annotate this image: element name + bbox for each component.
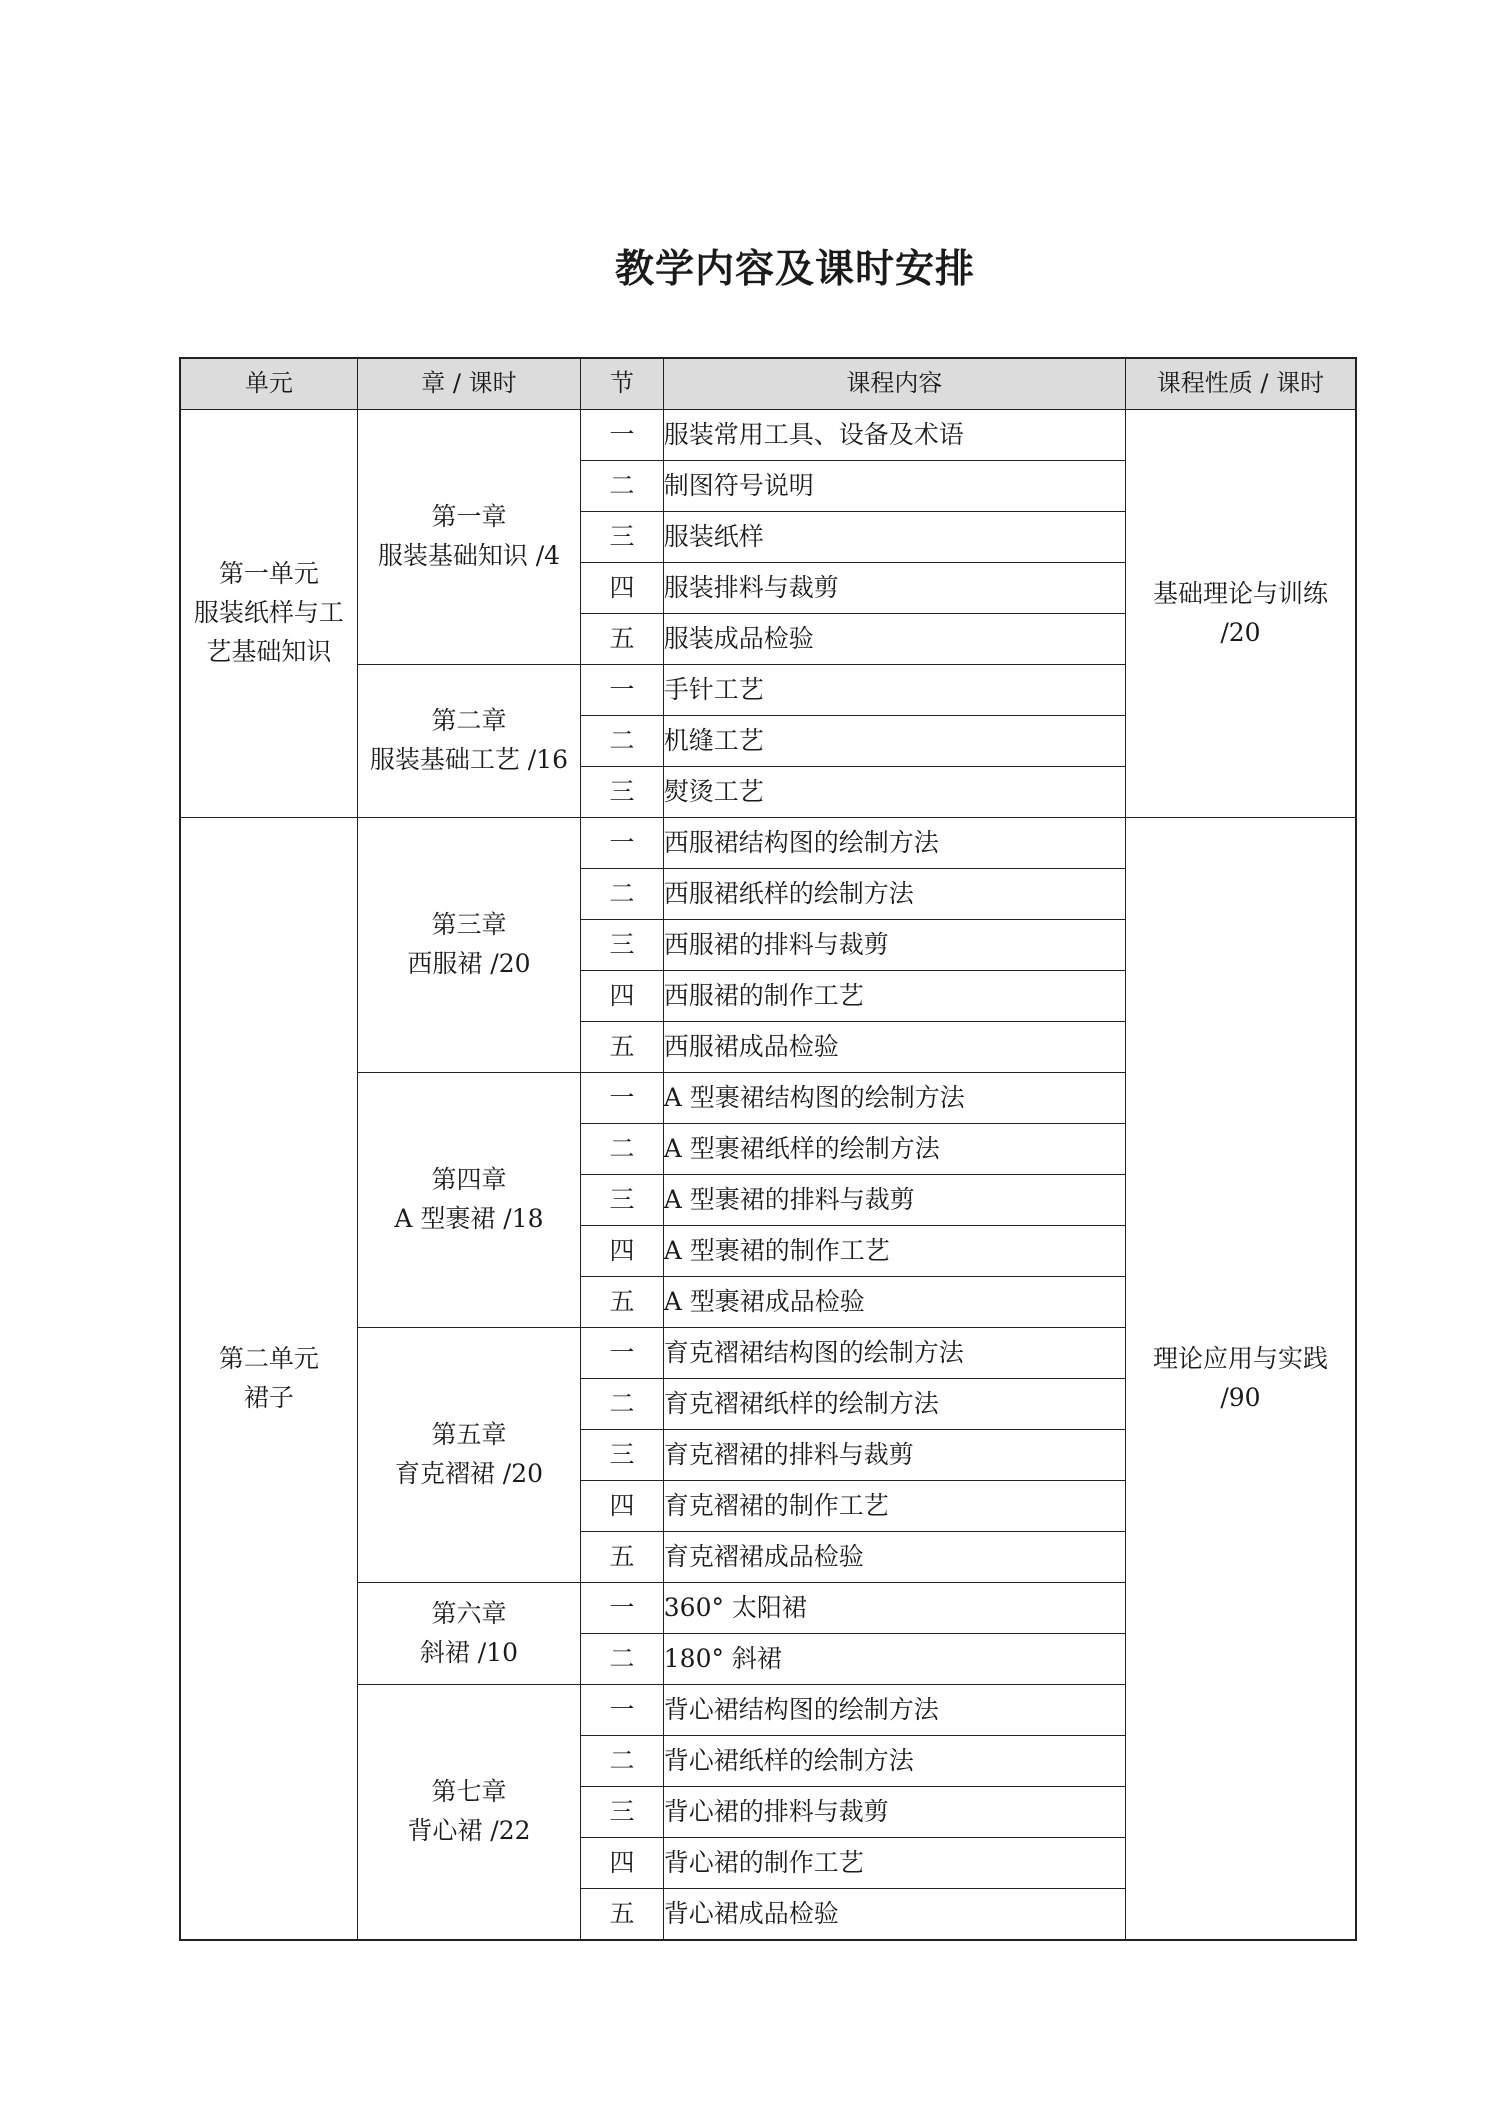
section-number: 四 — [581, 1481, 664, 1532]
section-number: 一 — [581, 818, 664, 869]
chapter-cell — [357, 1328, 581, 1583]
chapter-name: 第七章 — [431, 1777, 507, 1807]
section-content: 西服裙纸样的绘制方法 — [663, 869, 1125, 920]
header-content: 课程内容 — [663, 358, 1125, 410]
unit-cell — [180, 818, 357, 1941]
section-content: 西服裙的排料与裁剪 — [663, 920, 1125, 971]
schedule-table — [179, 357, 1357, 1941]
section-content: 育克褶裙结构图的绘制方法 — [663, 1328, 1125, 1379]
chapter-cell — [357, 410, 581, 665]
header-nature: 课程性质 / 课时 — [1125, 358, 1356, 410]
section-content: 制图符号说明 — [663, 461, 1125, 512]
table-row — [180, 818, 1356, 869]
section-number: 一 — [581, 410, 664, 461]
chapter-hours: 西服裙 /20 — [407, 949, 531, 978]
course-nature-line: /20 — [1220, 617, 1261, 647]
section-number: 一 — [581, 1073, 664, 1124]
section-content: 手针工艺 — [663, 665, 1125, 716]
table-body — [180, 410, 1356, 1941]
chapter-cell — [357, 1685, 581, 1941]
section-number: 二 — [581, 1379, 664, 1430]
chapter-hours: A 型裹裙 /18 — [394, 1204, 544, 1233]
section-number: 四 — [581, 1838, 664, 1889]
section-number: 五 — [581, 1022, 664, 1073]
table-row — [180, 410, 1356, 461]
section-content: A 型裹裙成品检验 — [663, 1277, 1125, 1328]
section-content: 育克褶裙纸样的绘制方法 — [663, 1379, 1125, 1430]
section-number: 五 — [581, 614, 664, 665]
chapter-name: 第二章 — [431, 706, 507, 736]
chapter-hours: 斜裙 /10 — [419, 1637, 519, 1667]
chapter-name: 第六章 — [431, 1598, 507, 1628]
unit-name-line: 第二单元 — [218, 1343, 319, 1373]
section-number: 三 — [581, 1430, 664, 1481]
course-nature-line: 理论应用与实践 — [1152, 1343, 1328, 1373]
section-number: 三 — [581, 920, 664, 971]
section-content: 育克褶裙成品检验 — [663, 1532, 1125, 1583]
section-number: 五 — [581, 1532, 664, 1583]
page-title: 教学内容及课时安排 — [614, 247, 975, 292]
unit-name-line: 裙子 — [243, 1382, 294, 1412]
section-content: 背心裙成品检验 — [663, 1889, 1125, 1941]
table-header-row — [180, 358, 1356, 410]
section-content: 西服裙成品检验 — [663, 1022, 1125, 1073]
section-number: 三 — [581, 1175, 664, 1226]
chapter-name: 第三章 — [431, 910, 507, 940]
section-number: 一 — [581, 665, 664, 716]
chapter-hours: 服装基础知识 /4 — [377, 541, 561, 570]
section-content: 背心裙纸样的绘制方法 — [663, 1736, 1125, 1787]
chapter-name: 第五章 — [431, 1420, 507, 1450]
section-number: 二 — [581, 716, 664, 767]
section-number: 三 — [581, 767, 664, 818]
section-content: 熨烫工艺 — [663, 767, 1125, 818]
section-number: 五 — [581, 1277, 664, 1328]
section-content: 育克褶裙的制作工艺 — [663, 1481, 1125, 1532]
section-number: 二 — [581, 1124, 664, 1175]
section-number: 二 — [581, 869, 664, 920]
section-content: 360° 太阳裙 — [663, 1583, 1125, 1634]
chapter-hours: 育克褶裙 /20 — [394, 1459, 544, 1488]
section-number: 四 — [581, 1226, 664, 1277]
header-unit: 单元 — [180, 358, 357, 410]
section-number: 四 — [581, 971, 664, 1022]
section-number: 二 — [581, 1634, 664, 1685]
section-number: 二 — [581, 461, 664, 512]
section-content: 背心裙的制作工艺 — [663, 1838, 1125, 1889]
section-number: 二 — [581, 1736, 664, 1787]
chapter-cell — [357, 1073, 581, 1328]
course-nature-line: /90 — [1220, 1382, 1261, 1412]
section-content: A 型裹裙结构图的绘制方法 — [663, 1073, 1125, 1124]
section-number: 四 — [581, 563, 664, 614]
unit-cell — [180, 410, 357, 818]
chapter-name: 第四章 — [431, 1165, 507, 1195]
chapter-hours: 服装基础工艺 /16 — [369, 745, 569, 774]
course-nature-cell — [1125, 410, 1356, 818]
section-content: A 型裹裙的制作工艺 — [663, 1226, 1125, 1277]
section-content: 服装常用工具、设备及术语 — [663, 410, 1125, 461]
section-content: A 型裹裙纸样的绘制方法 — [663, 1124, 1125, 1175]
section-content: 180° 斜裙 — [663, 1634, 1125, 1685]
unit-name-line: 服装纸样与工 — [193, 598, 344, 628]
section-number: 一 — [581, 1583, 664, 1634]
course-nature-cell — [1125, 818, 1356, 1941]
unit-name-line: 艺基础知识 — [206, 636, 332, 666]
chapter-name: 第一章 — [431, 502, 507, 532]
chapter-cell — [357, 665, 581, 818]
section-number: 三 — [581, 512, 664, 563]
section-number: 五 — [581, 1889, 664, 1941]
section-number: 三 — [581, 1787, 664, 1838]
unit-name-line: 第一单元 — [218, 559, 319, 589]
section-content: 服装纸样 — [663, 512, 1125, 563]
section-content: 西服裙结构图的绘制方法 — [663, 818, 1125, 869]
header-chapter: 章 / 课时 — [357, 358, 581, 410]
chapter-cell — [357, 818, 581, 1073]
chapter-cell — [357, 1583, 581, 1685]
section-content: 育克褶裙的排料与裁剪 — [663, 1430, 1125, 1481]
chapter-hours: 背心裙 /22 — [407, 1816, 531, 1845]
section-content: 西服裙的制作工艺 — [663, 971, 1125, 1022]
header-section: 节 — [581, 358, 664, 410]
section-content: A 型裹裙的排料与裁剪 — [663, 1175, 1125, 1226]
section-content: 机缝工艺 — [663, 716, 1125, 767]
course-nature-line: 基础理论与训练 — [1152, 578, 1328, 608]
section-content: 服装成品检验 — [663, 614, 1125, 665]
section-number: 一 — [581, 1328, 664, 1379]
section-content: 背心裙的排料与裁剪 — [663, 1787, 1125, 1838]
section-content: 背心裙结构图的绘制方法 — [663, 1685, 1125, 1736]
section-content: 服装排料与裁剪 — [663, 563, 1125, 614]
section-number: 一 — [581, 1685, 664, 1736]
